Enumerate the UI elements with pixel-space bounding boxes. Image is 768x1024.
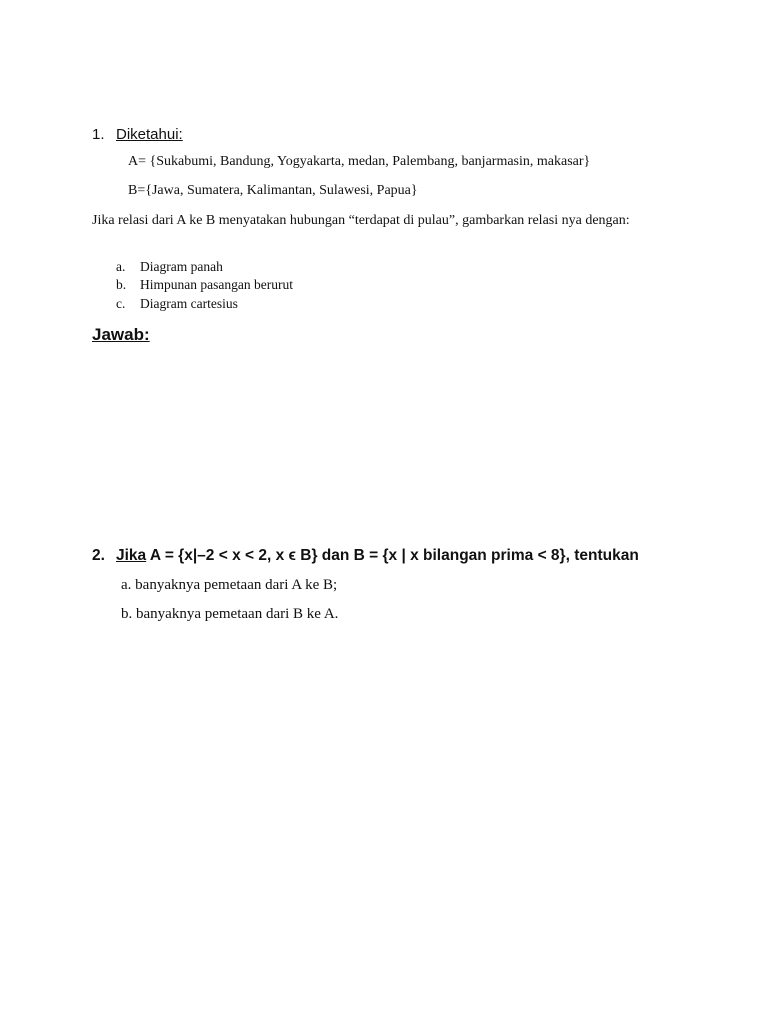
question-2-statement-line — [116, 547, 639, 565]
option-c-text: Diagram cartesius — [140, 296, 238, 311]
answer-label: Jawab: — [92, 325, 150, 344]
question-1-title: Diketahui: — [116, 126, 183, 143]
option-b-text: Himpunan pasangan berurut — [140, 277, 293, 292]
option-a-letter: a. — [116, 259, 126, 274]
option-c-letter: c. — [116, 296, 126, 311]
set-b-definition: B={Jawa, Sumatera, Kalimantan, Sulawesi, Papua} — [128, 183, 418, 198]
question-2-number: 2. — [92, 547, 105, 564]
question-2-jika: Jika — [116, 547, 147, 564]
question-1-instruction: Jika relasi dari A ke B menyatakan hubungan “terdapat di pulau”, gambarkan relasi nya dengan: — [92, 213, 630, 228]
question-1-number: 1. — [92, 126, 105, 143]
set-a-definition: A= {Sukabumi, Bandung, Yogyakarta, medan, Palembang, banjarmasin, makasar} — [128, 154, 591, 169]
question-2-part-a: a. banyaknya pemetaan dari A ke B; — [121, 577, 338, 593]
question-2-statement: A = {x|–2 < x < 2, x ϵ B} dan B = {x | x bilangan prima < 8}, tentukan — [146, 547, 639, 564]
option-b-letter: b. — [116, 277, 127, 292]
option-a-text: Diagram panah — [140, 259, 223, 274]
question-2-part-b: b. banyaknya pemetaan dari B ke A. — [121, 606, 339, 622]
